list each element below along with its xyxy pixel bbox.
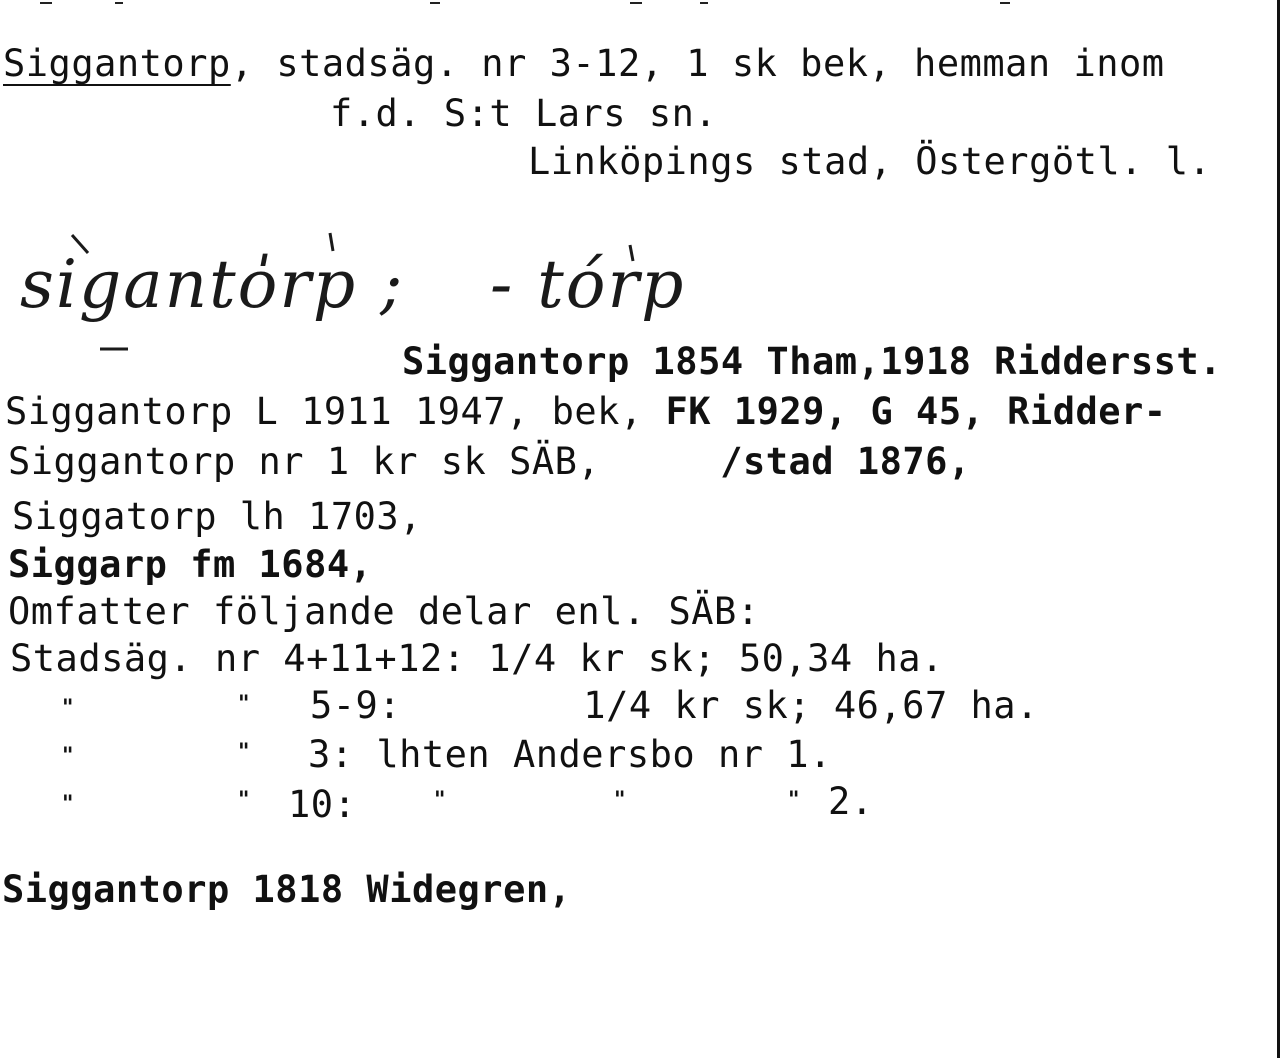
ditto-mark: ": [62, 792, 76, 817]
entry-1911: [5, 390, 1167, 434]
entry-1818: Siggantorp 1818 Widegren,: [2, 868, 572, 911]
ditto-mark: ": [238, 740, 252, 765]
edge-mark: [40, 2, 52, 4]
ditto-mark: ": [238, 692, 252, 717]
ditto-mark: ": [434, 788, 448, 813]
header-rest: , stadsäg. nr 3-12, 1 sk bek, hemman inom: [230, 42, 1165, 85]
ditto-mark: ": [62, 696, 76, 721]
header-name: Siggantorp: [3, 42, 231, 85]
entry-1911-text: Siggantorp L 1911 1947, bek,: [5, 390, 643, 433]
ditto-mark: ": [788, 788, 802, 813]
entry-3-ihten: 3: lhten Andersbo nr 1.: [308, 733, 832, 776]
entry-1854: Siggantorp 1854 Tham,1918 Riddersst.: [402, 340, 1222, 383]
entry-1684: Siggarp fm 1684,: [8, 543, 373, 586]
edge-mark: [630, 2, 642, 4]
right-border-line: [1277, 0, 1280, 1058]
entry-10: 10:: [288, 783, 357, 826]
handwritten-part-2: - tórp: [490, 246, 686, 323]
entry-omfatter: Omfatter följande delar enl. SÄB:: [8, 590, 760, 633]
entry-nr1: [8, 440, 971, 484]
edge-mark: [115, 2, 123, 4]
entry-1703: Siggatorp lh 1703,: [12, 495, 422, 538]
edge-mark: [700, 2, 708, 4]
entry-stadsag-4-11-12: Stadsäg. nr 4+11+12: 1/4 kr sk; 50,34 ha.: [10, 637, 944, 680]
header-line-1: [3, 42, 1165, 86]
ditto-mark: ": [614, 788, 628, 813]
entry-5-9: 5-9: 1/4 kr sk; 46,67 ha.: [310, 684, 1039, 727]
header-line-3: Linköpings stad, Östergötl. l.: [528, 140, 1212, 183]
header-line-2: f.d. S:t Lars sn.: [330, 92, 718, 135]
entry-10-nr2: 2.: [828, 780, 874, 823]
handwritten-part-1: siganto̍rp ;: [20, 246, 405, 323]
entry-1911-bold: FK 1929, G 45, Ridder-: [665, 390, 1167, 433]
edge-mark: [1000, 2, 1010, 4]
entry-nr1-text: Siggantorp nr 1 kr sk SÄB,: [8, 440, 601, 483]
ditto-mark: ": [238, 788, 252, 813]
entry-stad-1876: /stad 1876,: [720, 440, 971, 483]
ditto-mark: ": [62, 744, 76, 769]
edge-mark: [430, 2, 440, 4]
